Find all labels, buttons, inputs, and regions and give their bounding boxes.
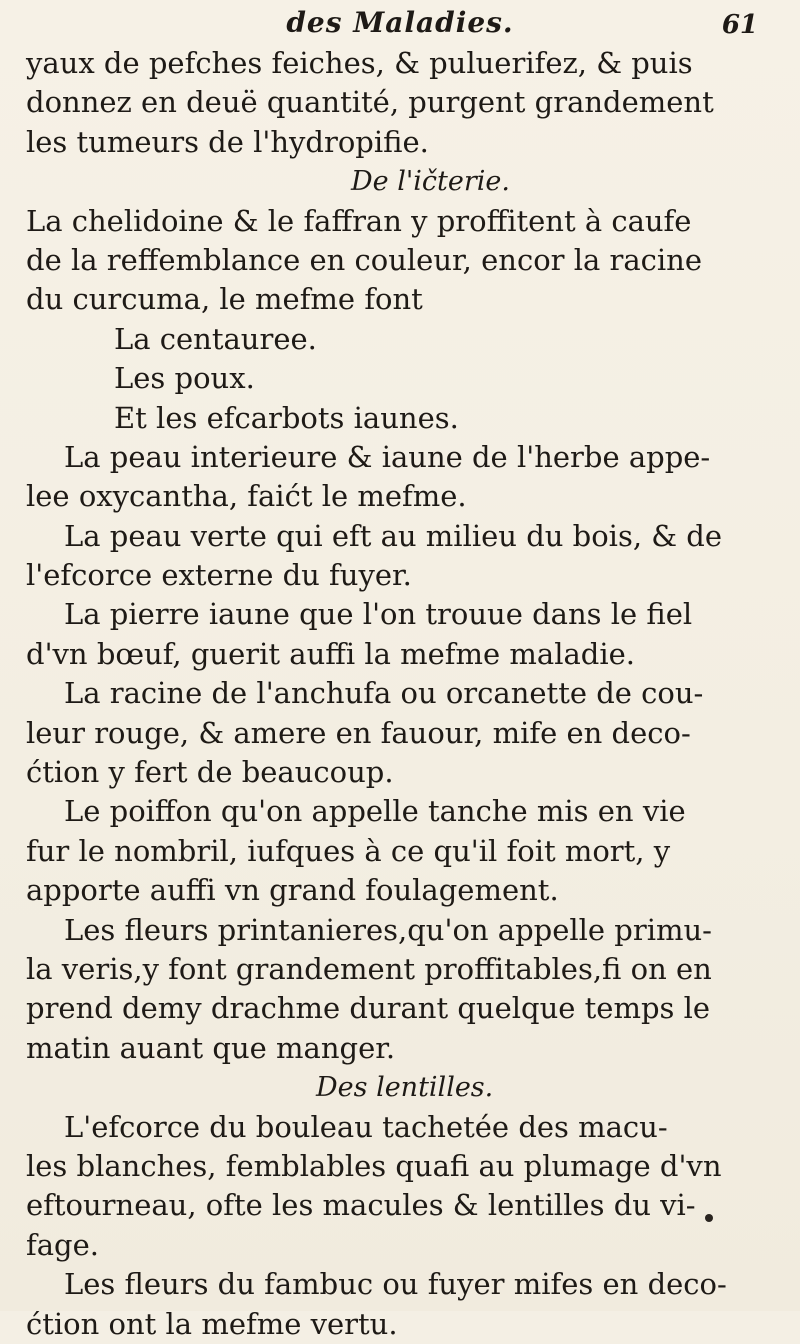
text-line: Le poiffon qu'on appelle tanche mis en vie bbox=[64, 794, 686, 829]
text-line: La racine de l'anchufa ou orcanette de cou- bbox=[64, 676, 704, 711]
text-line: La peau verte qui eft au milieu du bois, & de bbox=[64, 518, 723, 553]
text-line: ćtion ont la mefme vertu. bbox=[26, 1306, 398, 1341]
text-line: la veris,y font grandement proffitables,fi on en bbox=[26, 951, 712, 986]
section-heading-icterie: De l'ičterie. bbox=[351, 166, 510, 198]
text-line: les blanches, femblables quafi au plumage d'vn bbox=[26, 1148, 722, 1183]
running-title: des Maladies. bbox=[286, 6, 514, 39]
text-line: yaux de pefches feiches, & puluerifez, & puis bbox=[26, 46, 693, 80]
ink-dot bbox=[705, 1214, 713, 1222]
text-line: ćtion y fert de beaucoup. bbox=[26, 755, 394, 790]
text-line: prend demy drachme durant quelque temps le bbox=[26, 991, 711, 1026]
text-line: eftourneau, ofte les macules & lentilles du vi- bbox=[26, 1188, 696, 1223]
text-line: fur le nombril, iufques à ce qu'il foit mort, y bbox=[26, 833, 671, 868]
text-line: Les poux. bbox=[114, 361, 255, 396]
text-line: donnez en deuë quantité, purgent grandement bbox=[26, 85, 714, 120]
body-text bbox=[26, 44, 786, 1344]
text-line: d'vn bœuf, guerit auffi la mefme maladie. bbox=[26, 636, 635, 671]
text-line: La peau interieure & iaune de l'herbe appe- bbox=[64, 439, 711, 474]
text-line: La centauree. bbox=[114, 321, 317, 356]
section-heading-lentilles: Des lentilles. bbox=[316, 1072, 494, 1104]
text-line: lee oxycantha, faićt le mefme. bbox=[26, 479, 467, 514]
text-line: Les fleurs du fambuc ou fuyer mifes en deco- bbox=[64, 1267, 727, 1302]
text-line: fage. bbox=[26, 1227, 99, 1262]
text-line: du curcuma, le mefme font bbox=[26, 282, 423, 317]
text-line: les tumeurs de l'hydropifie. bbox=[26, 124, 429, 159]
text-line: l'efcorce externe du fuyer. bbox=[26, 558, 412, 593]
text-line: Les fleurs printanieres,qu'on appelle primu- bbox=[64, 912, 712, 947]
text-line: matin auant que manger. bbox=[26, 1030, 396, 1065]
text-line: leur rouge, & amere en fauour, mife en deco- bbox=[26, 715, 691, 750]
text-line: de la reffemblance en couleur, encor la racine bbox=[26, 242, 703, 277]
text-line: apporte auffi vn grand foulagement. bbox=[26, 873, 559, 908]
text-line: Et les efcarbots iaunes. bbox=[114, 400, 459, 435]
text-line: La pierre iaune que l'on trouue dans le fiel bbox=[64, 597, 693, 632]
page-number: 61 bbox=[721, 10, 758, 40]
text-line: La chelidoine & le faffran y proffitent à caufe bbox=[26, 203, 692, 238]
page-header bbox=[0, 4, 800, 44]
text-line: L'efcorce du bouleau tachetée des macu- bbox=[64, 1109, 668, 1144]
